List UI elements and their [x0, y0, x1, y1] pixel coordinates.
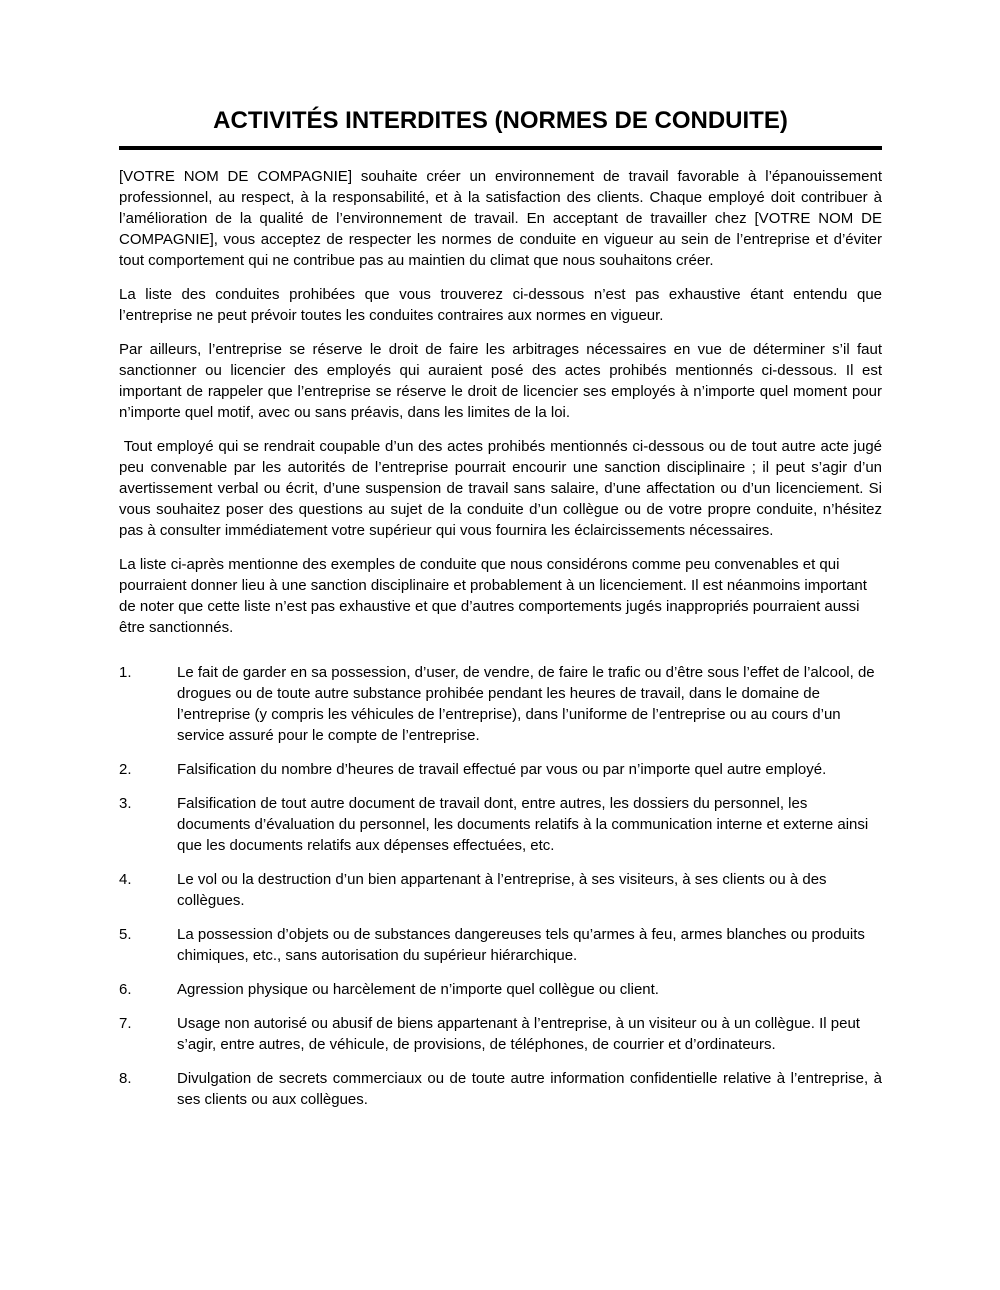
- list-item-text: Falsification du nombre d’heures de travail effectué par vous ou par n’importe quel autre employé.: [177, 761, 827, 778]
- list-item: [119, 924, 882, 966]
- examples-paragraph: La liste ci-après mentionne des exemples de conduite que nous considérons comme peu convenables et qui pourraient donner lieu à une sanction disciplinaire et probablement à un licenciement. Il est néanmoins important de noter que cette liste n’est pas exhaustive et que d’autres comportements jugés inappropriés pourraient aussi être sanctionnés.: [119, 556, 867, 636]
- list-item-text: Falsification de tout autre document de travail dont, entre autres, les dossiers du personnel, les documents d’évaluation du personnel, les documents relatifs à la communication interne et externe ainsi que les documents relatifs aux dépenses effectuées, etc.: [177, 795, 869, 854]
- list-item-number: 3.: [119, 795, 132, 812]
- list-item-number: 2.: [119, 761, 132, 778]
- list-item: [119, 979, 882, 1000]
- list-item: [119, 662, 882, 746]
- prohibited-activities-list: [119, 662, 882, 1110]
- list-item-text: La possession d’objets ou de substances dangereuses tels qu’armes à feu, armes blanches ou produits chimiques, etc., sans autorisation du supérieur hiérarchique.: [177, 926, 865, 964]
- list-item-text: Le vol ou la destruction d’un bien appartenant à l’entreprise, à ses visiteurs, à ses clients ou à des collègues.: [177, 871, 827, 909]
- list-item-text: Agression physique ou harcèlement de n’importe quel collègue ou client.: [177, 981, 659, 998]
- list-item-text: Usage non autorisé ou abusif de biens appartenant à l’entreprise, à un visiteur ou à un collègue. Il peut s’agir, entre autres, de véhicule, de provisions, de téléphones, de courrier et d’ordinateurs.: [177, 1015, 860, 1053]
- list-item-number: 4.: [119, 871, 132, 888]
- list-item: [119, 1013, 882, 1055]
- list-item: [119, 759, 882, 780]
- arbitrage-paragraph: Par ailleurs, l’entreprise se réserve le droit de faire les arbitrages nécessaires en vue de déterminer s’il faut sanctionner ou licencier des employés qui auraient posé des actes prohibés mentionnés ci-dessous. Il est important de rappeler que l’entreprise se réserve le droit de licencier ses employés à n’importe quel moment pour n’importe quel motif, avec ou sans préavis, dans les limites de la loi.: [119, 341, 882, 421]
- list-item-number: 8.: [119, 1070, 132, 1087]
- non-exhaustive-paragraph: La liste des conduites prohibées que vous trouverez ci-dessous n’est pas exhaustive étant entendu que l’entreprise ne peut prévoir toutes les conduites contraires aux normes en vigueur.: [119, 286, 882, 324]
- list-item-text: Divulgation de secrets commerciaux ou de toute autre information confidentielle relative à l’entreprise, à ses clients ou aux collègues.: [177, 1070, 882, 1108]
- list-item-text: Le fait de garder en sa possession, d’user, de vendre, de faire le trafic ou d’être sous l’effet de l’alcool, de drogues ou de toute autre substance prohibée pendant les heures de travail, dans le domaine de l’entreprise (y compris les véhicules de l’entreprise), dans l’uniforme de l’entreprise ou au cours d’un service assuré pour le compte de l’entreprise.: [177, 664, 875, 744]
- list-item-number: 6.: [119, 981, 132, 998]
- list-item-number: 1.: [119, 664, 132, 681]
- list-item-number: 5.: [119, 926, 132, 943]
- page-title: ACTIVITÉS INTERDITES (NORMES DE CONDUITE): [213, 107, 788, 134]
- sanction-paragraph: Tout employé qui se rendrait coupable d’un des actes prohibés mentionnés ci-dessous ou de tout autre acte jugé peu convenable par les autorités de l’entreprise pourrait encourir une sanction disciplinaire ; il peut s’agir d’un avertissement verbal ou écrit, d’une suspension de travail sans salaire, d’une affectation ou d’un licenciement. Si vous souhaitez poser des questions au sujet de la conduite d’un collègue ou de votre propre conduite, n’hésitez pas à consulter immédiatement votre supérieur qui vous fournira les éclaircissements nécessaires.: [119, 438, 882, 539]
- title-rule: [119, 146, 882, 150]
- list-item: [119, 1068, 882, 1110]
- list-item: [119, 869, 882, 911]
- list-item: [119, 793, 882, 856]
- intro-paragraph: [VOTRE NOM DE COMPAGNIE] souhaite créer un environnement de travail favorable à l’épanouissement professionnel, au respect, à la responsabilité, et à la satisfaction des clients. Chaque employé doit contribuer à l’amélioration de la qualité de l’environnement de travail. En acceptant de travailler chez [VOTRE NOM DE COMPAGNIE], vous acceptez de respecter les normes de conduite en vigueur au sein de l’entreprise et d’éviter tout comportement qui ne contribue pas au maintien du climat que nous souhaitons créer.: [119, 168, 882, 269]
- list-item-number: 7.: [119, 1015, 132, 1032]
